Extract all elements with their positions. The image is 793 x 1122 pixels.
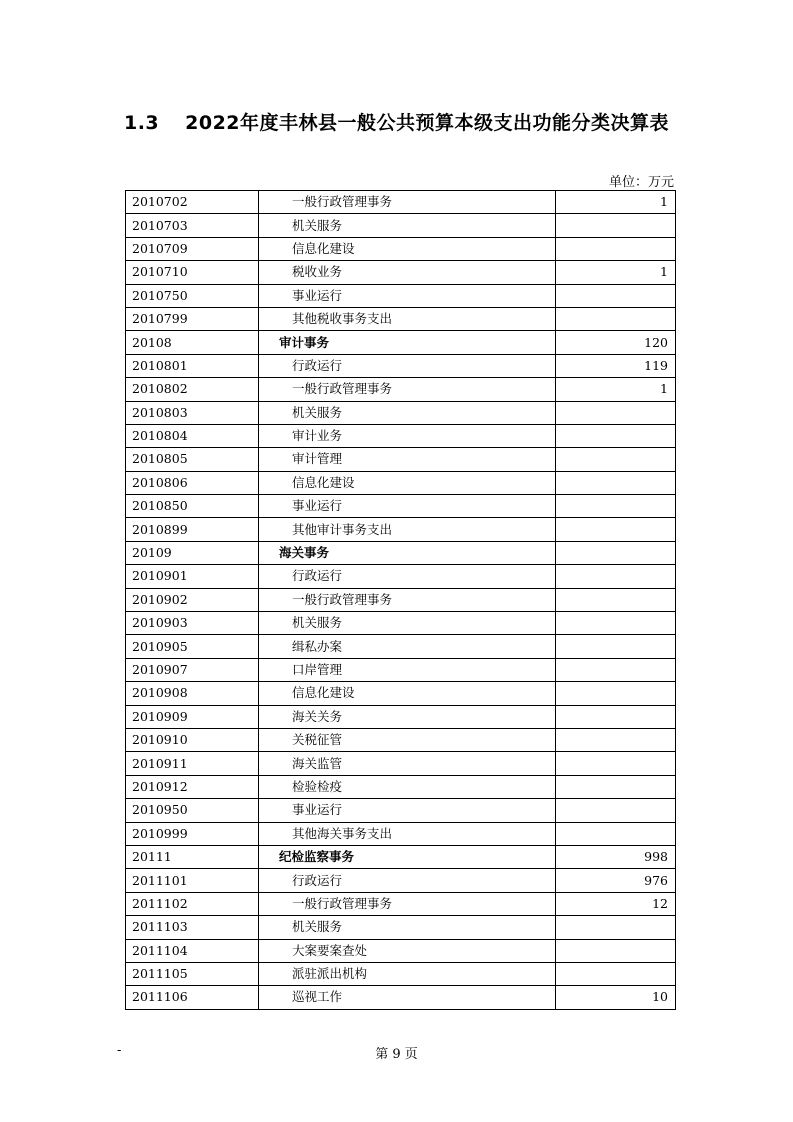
row-name: 机关服务 [259, 214, 556, 237]
row-code: 2010750 [126, 284, 259, 307]
row-code: 2010910 [126, 728, 259, 751]
row-amount [556, 401, 676, 424]
row-amount: 12 [556, 892, 676, 915]
row-code: 2011103 [126, 916, 259, 939]
table-row [126, 378, 676, 401]
table-row [126, 261, 676, 284]
row-amount [556, 799, 676, 822]
row-name: 事业运行 [259, 799, 556, 822]
row-code: 2010999 [126, 822, 259, 845]
budget-table-body [126, 191, 676, 1010]
row-code: 2010703 [126, 214, 259, 237]
table-row [126, 191, 676, 214]
row-code: 20111 [126, 845, 259, 868]
row-name: 其他海关事务支出 [259, 822, 556, 845]
table-row [126, 588, 676, 611]
row-code: 2011104 [126, 939, 259, 962]
row-code: 2011106 [126, 986, 259, 1009]
table-row [126, 448, 676, 471]
row-name: 审计业务 [259, 424, 556, 447]
table-row [126, 799, 676, 822]
row-name: 审计管理 [259, 448, 556, 471]
row-code: 2010802 [126, 378, 259, 401]
table-category-row [126, 845, 676, 868]
table-row [126, 892, 676, 915]
row-code: 2010912 [126, 775, 259, 798]
row-code: 2010903 [126, 612, 259, 635]
row-name: 税收业务 [259, 261, 556, 284]
row-name: 事业运行 [259, 495, 556, 518]
row-amount [556, 612, 676, 635]
budget-table [125, 190, 676, 1010]
row-name: 巡视工作 [259, 986, 556, 1009]
row-name: 派驻派出机构 [259, 962, 556, 985]
table-row [126, 612, 676, 635]
row-amount [556, 752, 676, 775]
row-code: 2010702 [126, 191, 259, 214]
row-amount [556, 962, 676, 985]
table-row [126, 705, 676, 728]
row-amount [556, 565, 676, 588]
unit-label: 单位：万元 [608, 175, 674, 190]
table-row [126, 939, 676, 962]
row-name: 行政运行 [259, 354, 556, 377]
table-category-row [126, 331, 676, 354]
row-code: 2010709 [126, 237, 259, 260]
table-row [126, 869, 676, 892]
row-name: 一般行政管理事务 [259, 588, 556, 611]
row-amount [556, 237, 676, 260]
table-row [126, 518, 676, 541]
table-category-row [126, 541, 676, 564]
row-amount: 1 [556, 378, 676, 401]
row-amount [556, 775, 676, 798]
row-amount [556, 822, 676, 845]
row-amount: 1 [556, 191, 676, 214]
row-code: 2010799 [126, 307, 259, 330]
table-row [126, 986, 676, 1009]
row-name: 信息化建设 [259, 471, 556, 494]
table-row [126, 962, 676, 985]
row-code: 2010804 [126, 424, 259, 447]
row-amount [556, 541, 676, 564]
row-name: 行政运行 [259, 565, 556, 588]
row-amount [556, 518, 676, 541]
row-code: 2011105 [126, 962, 259, 985]
row-amount [556, 635, 676, 658]
row-name: 纪检监察事务 [259, 845, 556, 868]
row-code: 2010902 [126, 588, 259, 611]
page-number: 第 9 页 [375, 1047, 418, 1062]
row-code: 2010911 [126, 752, 259, 775]
row-name: 一般行政管理事务 [259, 378, 556, 401]
row-code: 2010905 [126, 635, 259, 658]
title-text: 2022年度丰林县一般公共预算本级支出功能分类决算表 [185, 112, 670, 134]
table-row [126, 752, 676, 775]
row-name: 行政运行 [259, 869, 556, 892]
row-amount: 10 [556, 986, 676, 1009]
table-row [126, 635, 676, 658]
table-row [126, 916, 676, 939]
table-row [126, 354, 676, 377]
row-code: 2010805 [126, 448, 259, 471]
row-amount [556, 448, 676, 471]
row-code: 20109 [126, 541, 259, 564]
table-row [126, 495, 676, 518]
table-row [126, 728, 676, 751]
row-amount: 998 [556, 845, 676, 868]
row-amount [556, 471, 676, 494]
table-row [126, 658, 676, 681]
row-amount [556, 284, 676, 307]
row-code: 2011102 [126, 892, 259, 915]
row-code: 2010803 [126, 401, 259, 424]
row-name: 一般行政管理事务 [259, 191, 556, 214]
row-name: 大案要案查处 [259, 939, 556, 962]
table-row [126, 284, 676, 307]
row-amount [556, 916, 676, 939]
row-name: 一般行政管理事务 [259, 892, 556, 915]
row-name: 机关服务 [259, 401, 556, 424]
table-row [126, 471, 676, 494]
row-name: 信息化建设 [259, 682, 556, 705]
row-name: 机关服务 [259, 916, 556, 939]
row-code: 20108 [126, 331, 259, 354]
row-code: 2011101 [126, 869, 259, 892]
row-amount [556, 495, 676, 518]
row-name: 关税征管 [259, 728, 556, 751]
row-name: 海关事务 [259, 541, 556, 564]
table-row [126, 682, 676, 705]
row-name: 口岸管理 [259, 658, 556, 681]
row-name: 海关监管 [259, 752, 556, 775]
row-amount [556, 424, 676, 447]
row-amount [556, 682, 676, 705]
title-number: 1.3 [123, 112, 160, 134]
row-code: 2010950 [126, 799, 259, 822]
row-code: 2010850 [126, 495, 259, 518]
row-amount [556, 705, 676, 728]
row-amount [556, 588, 676, 611]
row-name: 机关服务 [259, 612, 556, 635]
row-code: 2010801 [126, 354, 259, 377]
table-row [126, 214, 676, 237]
row-name: 其他审计事务支出 [259, 518, 556, 541]
row-code: 2010907 [126, 658, 259, 681]
row-amount [556, 658, 676, 681]
row-code: 2010899 [126, 518, 259, 541]
row-code: 2010710 [126, 261, 259, 284]
table-row [126, 775, 676, 798]
row-name: 事业运行 [259, 284, 556, 307]
row-amount: 120 [556, 331, 676, 354]
table-row [126, 401, 676, 424]
row-name: 审计事务 [259, 331, 556, 354]
row-amount: 976 [556, 869, 676, 892]
row-code: 2010909 [126, 705, 259, 728]
row-name: 缉私办案 [259, 635, 556, 658]
row-code: 2010901 [126, 565, 259, 588]
row-amount [556, 728, 676, 751]
row-name: 检验检疫 [259, 775, 556, 798]
row-amount [556, 939, 676, 962]
row-amount: 119 [556, 354, 676, 377]
table-row [126, 424, 676, 447]
table-row [126, 307, 676, 330]
row-code: 2010806 [126, 471, 259, 494]
row-name: 信息化建设 [259, 237, 556, 260]
row-code: 2010908 [126, 682, 259, 705]
table-row [126, 237, 676, 260]
row-amount [556, 307, 676, 330]
table-row [126, 822, 676, 845]
row-name: 海关关务 [259, 705, 556, 728]
row-amount: 1 [556, 261, 676, 284]
table-row [126, 565, 676, 588]
footer-dash: - [117, 1043, 122, 1058]
page-title [0, 108, 793, 135]
row-amount [556, 214, 676, 237]
row-name: 其他税收事务支出 [259, 307, 556, 330]
